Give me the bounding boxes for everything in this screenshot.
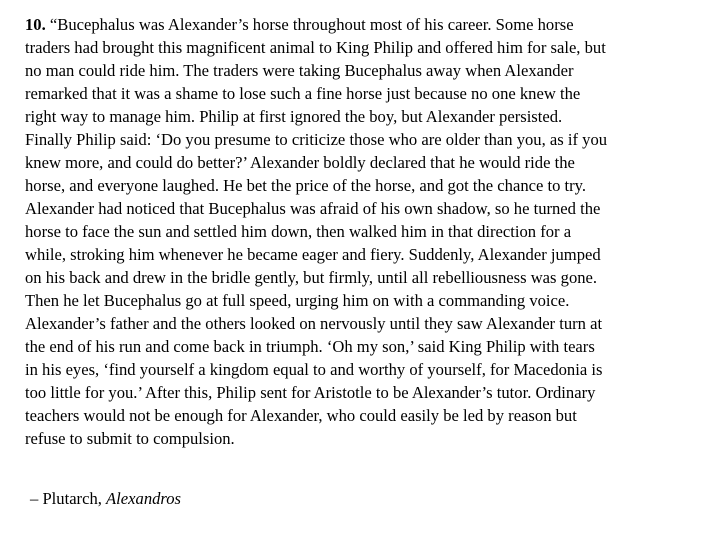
passage-line-17: too little for you.’ After this, Philip sent for Aristotle to be Alexander’s tutor. Ordinary xyxy=(25,383,596,402)
passage-line-1 xyxy=(25,13,705,36)
passage-line-15: the end of his run and come back in triumph. ‘Oh my son,’ said King Philip with tears xyxy=(25,337,595,356)
passage-line-12: on his back and drew in the bridle gently, but firmly, until all rebelliousness was gone. xyxy=(25,268,598,287)
passage-line-13: Then he let Bucephalus go at full speed, urging him on with a commanding voice. xyxy=(25,291,570,310)
passage-line-6: Finally Philip said: ‘Do you presume to criticize those who are older than you, as if you xyxy=(25,130,608,149)
attribution-work-title: Alexandros xyxy=(106,489,182,508)
passage-line-8: horse, and everyone laughed. He bet the price of the horse, and got the chance to try. xyxy=(25,176,587,195)
passage-line-16: in his eyes, ‘find yourself a kingdom equal to and worthy of yourself, for Macedonia is xyxy=(25,360,603,379)
passage-line-19: refuse to submit to compulsion. xyxy=(25,429,235,448)
passage-line-11: while, stroking him whenever he became eager and fiery. Suddenly, Alexander jumped xyxy=(25,245,601,264)
passage-line-3: no man could ride him. The traders were taking Bucephalus away when Alexander xyxy=(25,61,574,80)
passage-line-5: right way to manage him. Philip at first ignored the boy, but Alexander persisted. xyxy=(25,107,563,126)
quote-passage xyxy=(25,13,705,450)
passage-line-2: traders had brought this magnificent animal to King Philip and offered him for sale, but xyxy=(25,38,606,57)
attribution xyxy=(30,487,181,510)
passage-line-7: knew more, and could do better?’ Alexander boldly declared that he would ride the xyxy=(25,153,575,172)
passage-line-text: “Bucephalus was Alexander’s horse throughout most of his career. Some horse xyxy=(45,15,574,34)
attribution-author: – Plutarch, xyxy=(30,489,107,508)
passage-line-18: teachers would not be enough for Alexander, who could easily be led by reason but xyxy=(25,406,577,425)
passage-line-4: remarked that it was a shame to lose such a fine horse just because no one knew the xyxy=(25,84,581,103)
passage-line-14: Alexander’s father and the others looked on nervously until they saw Alexander turn at xyxy=(25,314,603,333)
passage-line-9: Alexander had noticed that Bucephalus was afraid of his own shadow, so he turned the xyxy=(25,199,601,218)
passage-line-10: horse to face the sun and settled him down, then walked him in that direction for a xyxy=(25,222,572,241)
passage-number: 10. xyxy=(25,15,46,34)
